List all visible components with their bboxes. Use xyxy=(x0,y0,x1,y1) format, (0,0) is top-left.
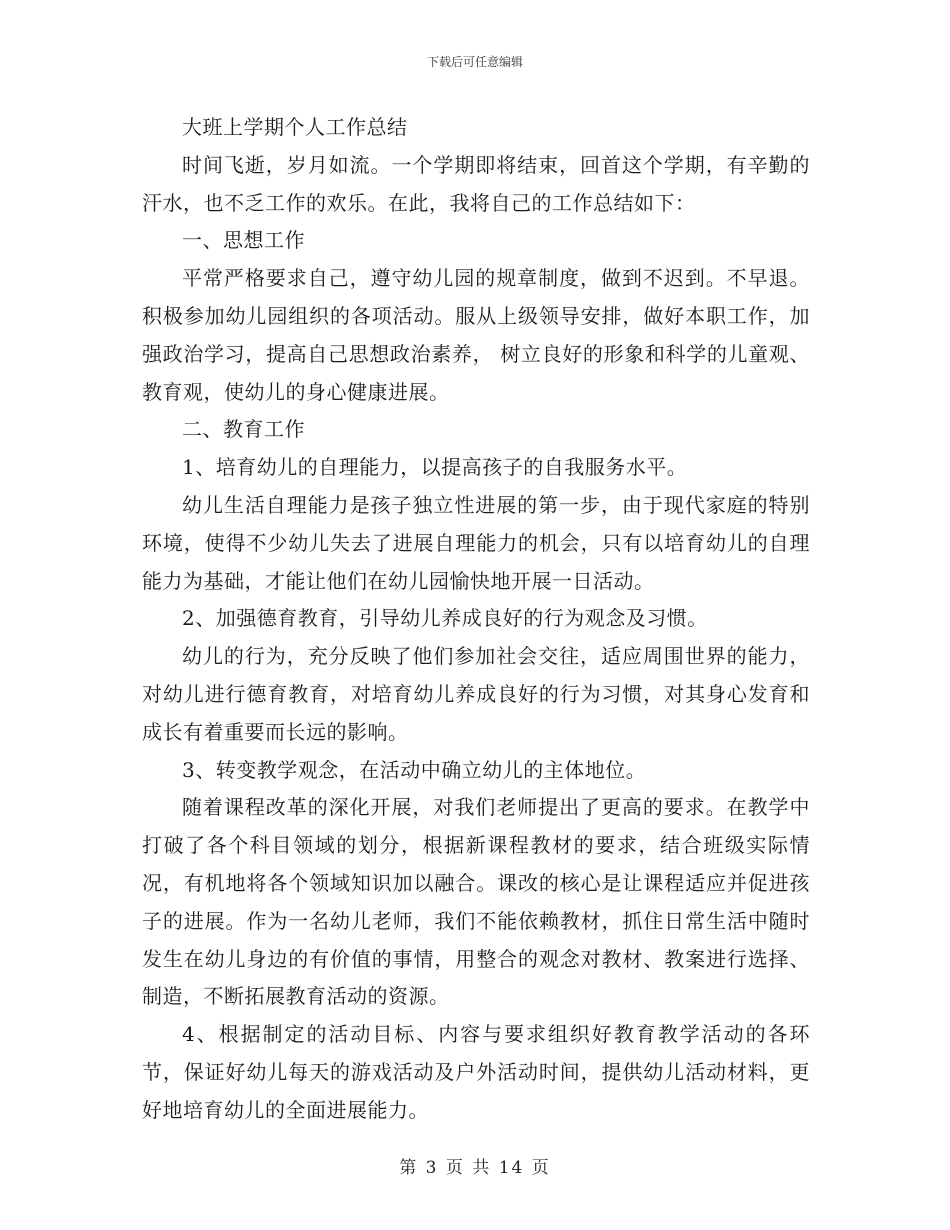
ideology-paragraph: 平常严格要求自己，遵守幼儿园的规章制度，做到不迟到。不早退。积极参加幼儿园组织的各项活动。服从上级领导安排，做好本职工作，加强政治学习，提高自己思想政治素养， 树立良好的形象和科学的儿童观、教育观，使幼儿的身心健康进展。 xyxy=(142,266,810,404)
document-body xyxy=(142,109,810,1130)
item-heading-3: 3、转变教学观念，在活动中确立幼儿的主体地位。 xyxy=(182,757,647,782)
page-header: 下载后可任意编辑 xyxy=(426,55,523,69)
item-paragraph-2: 幼儿的行为，充分反映了他们参加社会交往，适应周围世界的能力，对幼儿进行德育教育，对培育幼儿养成良好的行为习惯，对其身心发育和成长有着重要而长远的影响。 xyxy=(142,644,810,744)
section-heading-education: 二、教育工作 xyxy=(182,417,305,442)
item-heading-2: 2、加强德育教育，引导幼儿养成良好的行为观念及习惯。 xyxy=(182,606,708,631)
item-paragraph-3: 随着课程改革的深化开展，对我们老师提出了更高的要求。在教学中打破了各个科目领域的划分，根据新课程教材的要求，结合班级实际情况，有机地将各个领域知识加以融合。课改的核心是让课程适应并促进孩子的进展。作为一名幼儿老师，我们不能依赖教材，抓住日常生活中随时发生在幼儿身边的有价值的事情，用整合的观念对教材、教案进行选择、制造，不断拓展教育活动的资源。 xyxy=(142,795,810,1009)
section-heading-ideology: 一、思想工作 xyxy=(182,228,305,253)
document-title: 大班上学期个人工作总结 xyxy=(182,115,408,139)
item-paragraph-4: 4、根据制定的活动目标、内容与要求组织好教育教学活动的各环节，保证好幼儿每天的游戏活动及户外活动时间，提供幼儿活动材料，更好地培育幼儿的全面进展能力。 xyxy=(142,1022,810,1122)
page-number-footer: 第 3 页 共 14 页 xyxy=(399,1158,551,1178)
item-heading-1: 1、培育幼儿的自理能力，以提高孩子的自我服务水平。 xyxy=(182,455,688,480)
item-paragraph-1: 幼儿生活自理能力是孩子独立性进展的第一步，由于现代家庭的特别环境，使得不少幼儿失去了进展自理能力的机会，只有以培育幼儿的自理能力为基础，才能让他们在幼儿园愉快地开展一日活动。 xyxy=(142,492,810,593)
intro-paragraph: 时间飞逝，岁月如流。一个学期即将结束，回首这个学期，有辛勤的汗水，也不乏工作的欢乐。在此，我将自己的工作总结如下： xyxy=(142,152,810,215)
